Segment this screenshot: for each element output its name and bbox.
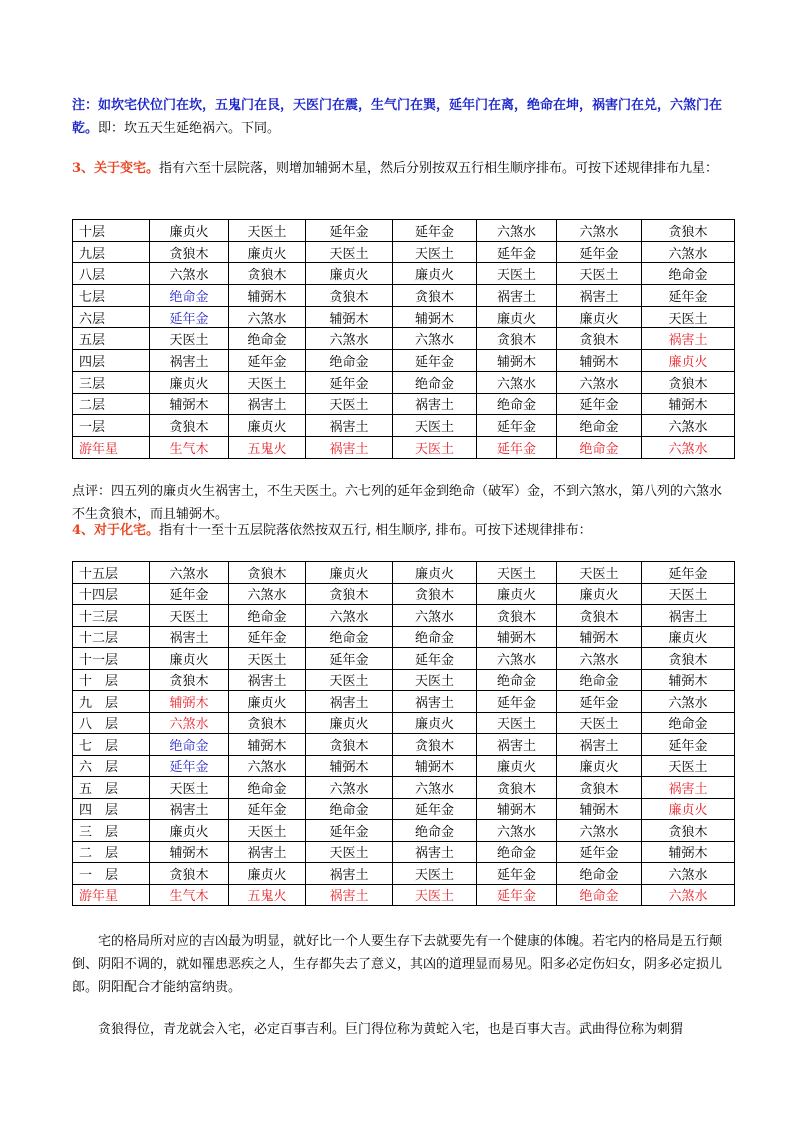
section3-paragraph [72,157,734,180]
table-cell: 天医土 [150,328,229,350]
table-cell: 祸害土 [150,798,229,820]
table-cell: 辅弼木 [393,306,477,328]
closing-paragraph-1 [72,930,734,999]
table-row [73,241,735,263]
table-cell: 天医土 [393,863,477,885]
table-cell: 祸害土 [557,734,642,756]
row-label: 十三层 [73,605,150,627]
table-cell: 廉贞火 [306,263,393,285]
row-label: 游年星 [73,884,150,906]
table-cell: 辅弼木 [306,755,393,777]
table-cell: 贪狼木 [477,328,557,350]
table-cell: 廉贞火 [477,306,557,328]
table-cell: 祸害土 [306,415,393,437]
table-cell: 延年金 [642,562,735,584]
table-cell: 祸害土 [306,884,393,906]
table-cell: 六煞水 [229,755,306,777]
table-cell: 延年金 [393,648,477,670]
table-cell: 贪狼木 [150,415,229,437]
table-row [73,777,735,799]
table-cell: 贪狼木 [557,328,642,350]
table-cell: 绝命金 [393,820,477,842]
table-cell: 六煞水 [642,415,735,437]
table-cell: 延年金 [306,820,393,842]
table-row [73,415,735,437]
closing-text-2: 贪狼得位，青龙就会入宅，必定百事吉利。巨门得位称为黄蛇入宅，也是百事大吉。武曲得位称为刺猬 [98,1022,684,1037]
table-cell: 祸害土 [150,626,229,648]
table-transform-house [72,561,735,906]
row-label: 十二层 [73,626,150,648]
table-cell: 祸害土 [642,777,735,799]
table-cell: 天医土 [229,648,306,670]
table-cell: 辅弼木 [393,755,477,777]
table-cell: 廉贞火 [393,263,477,285]
table-cell: 六煞水 [642,241,735,263]
table-cell: 辅弼木 [642,669,735,691]
table-row [73,436,735,458]
table-cell: 廉贞火 [477,755,557,777]
table-cell: 六煞水 [477,371,557,393]
row-label: 八 层 [73,712,150,734]
table-cell: 贪狼木 [150,241,229,263]
table-cell: 贪狼木 [150,669,229,691]
table-cell: 辅弼木 [229,734,306,756]
table-cell: 天医土 [393,436,477,458]
table-cell: 贪狼木 [393,285,477,307]
table-cell: 祸害土 [393,691,477,713]
table-cell: 廉贞火 [150,220,229,242]
row-label: 五 层 [73,777,150,799]
closing-paragraph-2 [72,1018,734,1041]
table-row [73,884,735,906]
table-cell: 辅弼木 [557,798,642,820]
table-cell: 祸害土 [229,393,306,415]
section4-heading: 4、对于化宅。 [72,523,160,538]
table-cell: 延年金 [306,220,393,242]
table-cell: 延年金 [642,285,735,307]
row-label: 七层 [73,285,150,307]
table-row [73,583,735,605]
table-row [73,691,735,713]
table-row [73,755,735,777]
table-cell: 绝命金 [557,863,642,885]
table-cell: 廉贞火 [150,648,229,670]
table-cell: 延年金 [150,306,229,328]
table-cell: 延年金 [229,626,306,648]
table-cell: 延年金 [393,350,477,372]
section4-text: 指有十一至十五层院落依然按双五行, 相生顺序, 排布。可按下述规律排布： [159,523,592,538]
table-cell: 六煞水 [557,220,642,242]
table-cell: 贪狼木 [642,371,735,393]
table-cell: 六煞水 [477,820,557,842]
note-bold-text: 注：如坎宅伏位门在坎，五鬼门在艮，天医门在震，生气门在巽，延年门在离，绝命在坤，祸害门在兑，六煞门在乾。 [72,98,723,136]
table-cell: 延年金 [477,436,557,458]
table-row [73,648,735,670]
table-cell: 延年金 [557,241,642,263]
table-cell: 六煞水 [642,863,735,885]
table-cell: 廉贞火 [557,583,642,605]
table-cell: 廉贞火 [642,798,735,820]
table-cell: 辅弼木 [557,626,642,648]
note-paragraph [72,94,734,140]
table-cell: 贪狼木 [557,605,642,627]
row-label: 九 层 [73,691,150,713]
table-cell: 辅弼木 [306,306,393,328]
table-cell: 延年金 [393,798,477,820]
row-label: 一 层 [73,863,150,885]
table-cell: 天医土 [557,712,642,734]
table-cell: 生气木 [150,436,229,458]
table-cell: 贪狼木 [477,605,557,627]
table-cell: 六煞水 [229,583,306,605]
table-cell: 贪狼木 [229,712,306,734]
table-cell: 绝命金 [306,350,393,372]
table-cell: 六煞水 [477,648,557,670]
table-cell: 辅弼木 [557,350,642,372]
table-cell: 祸害土 [557,285,642,307]
table-cell: 绝命金 [557,669,642,691]
table-cell: 廉贞火 [557,306,642,328]
table-cell: 贪狼木 [642,220,735,242]
table-cell: 贪狼木 [306,285,393,307]
row-label: 十 层 [73,669,150,691]
table-cell: 绝命金 [229,605,306,627]
table-row [73,669,735,691]
table-row [73,285,735,307]
row-label: 五层 [73,328,150,350]
table-cell: 廉贞火 [150,820,229,842]
table-row [73,712,735,734]
table-cell: 延年金 [477,415,557,437]
table-cell: 六煞水 [557,371,642,393]
table-row [73,328,735,350]
row-label: 十层 [73,220,150,242]
row-label: 十五层 [73,562,150,584]
table-row [73,820,735,842]
table-cell: 绝命金 [477,393,557,415]
table-cell: 天医土 [229,820,306,842]
comment-text: 点评：四五列的廉贞火生祸害土，不生天医土。六七列的延年金到绝命（破军）金，不到六煞水，第八列的六煞水不生贪狼木，而且辅弼木。 [72,484,723,522]
table-cell: 绝命金 [229,328,306,350]
row-label: 十四层 [73,583,150,605]
table-cell: 天医土 [393,669,477,691]
table-cell: 天医土 [557,263,642,285]
table-cell: 六煞水 [150,562,229,584]
row-label: 四层 [73,350,150,372]
table-cell: 廉贞火 [229,863,306,885]
row-label: 二 层 [73,841,150,863]
closing-text-1: 宅的格局所对应的吉凶最为明显，就好比一个人要生存下去就要先有一个健康的体魄。若宅内的格局是五行颠倒、阴阳不调的，就如罹患恶疾之人，生存都失去了意义，其凶的道理显而易见。阳多必定伤妇女，阴多必定损儿郎。阴阳配合才能纳富纳贵。 [72,934,723,995]
table-cell: 贪狼木 [557,777,642,799]
table-cell: 廉贞火 [642,350,735,372]
table-cell: 天医土 [306,841,393,863]
row-label: 六 层 [73,755,150,777]
table-change-house [72,219,735,459]
table-cell: 辅弼木 [150,393,229,415]
table-row [73,220,735,242]
section3-text: 指有六至十层院落，则增加辅弼木星，然后分别按双五行相生顺序排布。可按下述规律排布九星： [159,161,719,176]
row-label: 十一层 [73,648,150,670]
table-cell: 天医土 [557,562,642,584]
table-cell: 六煞水 [306,777,393,799]
table-cell: 绝命金 [393,626,477,648]
table-cell: 贪狼木 [642,820,735,842]
table-cell: 廉贞火 [150,371,229,393]
row-label: 六层 [73,306,150,328]
table-cell: 贪狼木 [306,583,393,605]
table-cell: 天医土 [150,777,229,799]
table-cell: 天医土 [229,371,306,393]
table-cell: 绝命金 [306,626,393,648]
table-cell: 六煞水 [642,436,735,458]
table-cell: 辅弼木 [150,841,229,863]
table-cell: 延年金 [229,798,306,820]
table-cell: 生气木 [150,884,229,906]
table-cell: 六煞水 [229,306,306,328]
table-cell: 贪狼木 [642,648,735,670]
table-cell: 绝命金 [557,415,642,437]
table-cell: 延年金 [642,734,735,756]
table-cell: 祸害土 [393,393,477,415]
table-row [73,841,735,863]
table-cell: 辅弼木 [642,841,735,863]
table-cell: 祸害土 [477,734,557,756]
table-cell: 祸害土 [642,605,735,627]
table-cell: 六煞水 [557,648,642,670]
table-cell: 延年金 [306,371,393,393]
row-label: 三层 [73,371,150,393]
table-cell: 祸害土 [306,691,393,713]
table-cell: 绝命金 [150,285,229,307]
table-cell: 天医土 [477,263,557,285]
table-cell: 绝命金 [229,777,306,799]
table-cell: 六煞水 [642,691,735,713]
table-cell: 天医土 [150,605,229,627]
row-label: 七 层 [73,734,150,756]
table-row [73,626,735,648]
table-cell: 贪狼木 [150,863,229,885]
row-label: 九层 [73,241,150,263]
table-cell: 廉贞火 [477,583,557,605]
table-cell: 祸害土 [150,350,229,372]
table-cell: 天医土 [306,669,393,691]
table-row [73,798,735,820]
table-row [73,393,735,415]
table-cell: 延年金 [229,350,306,372]
table-cell: 廉贞火 [229,415,306,437]
table-cell: 辅弼木 [229,285,306,307]
table-cell: 延年金 [477,691,557,713]
table-cell: 廉贞火 [393,562,477,584]
table-cell: 天医土 [393,241,477,263]
row-label: 一层 [73,415,150,437]
table-cell: 廉贞火 [642,626,735,648]
table-cell: 祸害土 [229,841,306,863]
table-row [73,350,735,372]
row-label: 三 层 [73,820,150,842]
table-cell: 绝命金 [557,436,642,458]
table-cell: 辅弼木 [477,798,557,820]
table-cell: 辅弼木 [642,393,735,415]
table-cell: 六煞水 [557,820,642,842]
table-cell: 祸害土 [642,328,735,350]
table-cell: 贪狼木 [229,263,306,285]
note-rest-text: 即：坎五天生延绝祸六。下同。 [98,121,281,136]
row-label: 八层 [73,263,150,285]
table-cell: 绝命金 [150,734,229,756]
table-cell: 廉贞火 [229,691,306,713]
table-cell: 廉贞火 [306,712,393,734]
row-label: 游年星 [73,436,150,458]
table-row [73,605,735,627]
table-cell: 延年金 [557,691,642,713]
table-cell: 六煞水 [393,328,477,350]
table-cell: 祸害土 [229,669,306,691]
table-cell: 天医土 [306,241,393,263]
table-cell: 天医土 [477,712,557,734]
table-cell: 祸害土 [306,863,393,885]
table-cell: 绝命金 [306,798,393,820]
table-cell: 六煞水 [306,328,393,350]
table-row [73,734,735,756]
table-cell: 绝命金 [477,841,557,863]
table-cell: 贪狼木 [393,583,477,605]
table-cell: 天医土 [642,306,735,328]
table-cell: 延年金 [150,583,229,605]
table-cell: 祸害土 [477,285,557,307]
table-row [73,863,735,885]
table-cell: 贪狼木 [229,562,306,584]
table-cell: 天医土 [306,393,393,415]
table-cell: 辅弼木 [477,626,557,648]
table-cell: 延年金 [477,863,557,885]
table-cell: 六煞水 [393,777,477,799]
table-cell: 廉贞火 [393,712,477,734]
table-cell: 祸害土 [306,436,393,458]
table-cell: 廉贞火 [557,755,642,777]
table-cell: 六煞水 [642,884,735,906]
table-cell: 贪狼木 [477,777,557,799]
table-cell: 绝命金 [477,669,557,691]
table-cell: 辅弼木 [477,350,557,372]
table-cell: 祸害土 [393,841,477,863]
table-cell: 廉贞火 [229,241,306,263]
row-label: 二层 [73,393,150,415]
table-cell: 绝命金 [642,712,735,734]
table-cell: 六煞水 [306,605,393,627]
table-cell: 绝命金 [642,263,735,285]
table-cell: 天医土 [393,415,477,437]
table-row [73,562,735,584]
table-cell: 六煞水 [150,263,229,285]
table-cell: 绝命金 [393,371,477,393]
table-cell: 天医土 [642,583,735,605]
table-cell: 六煞水 [477,220,557,242]
table-cell: 延年金 [477,241,557,263]
table-cell: 六煞水 [393,605,477,627]
table-cell: 延年金 [150,755,229,777]
table-cell: 辅弼木 [150,691,229,713]
section3-heading: 3、关于变宅。 [72,161,160,176]
table-cell: 延年金 [477,884,557,906]
table-row [73,263,735,285]
table-cell: 天医土 [642,755,735,777]
table-row [73,371,735,393]
table-cell: 五鬼火 [229,884,306,906]
table-cell: 天医土 [393,884,477,906]
table-cell: 贪狼木 [306,734,393,756]
row-label: 四 层 [73,798,150,820]
table-cell: 天医土 [229,220,306,242]
table-row [73,306,735,328]
table-cell: 绝命金 [557,884,642,906]
table-cell: 廉贞火 [306,562,393,584]
table-cell: 延年金 [306,648,393,670]
table-cell: 延年金 [557,841,642,863]
section4-paragraph [72,519,734,542]
table-cell: 延年金 [393,220,477,242]
table-cell: 六煞水 [150,712,229,734]
table-cell: 贪狼木 [393,734,477,756]
table-cell: 延年金 [557,393,642,415]
table-cell: 五鬼火 [229,436,306,458]
table-cell: 天医土 [477,562,557,584]
